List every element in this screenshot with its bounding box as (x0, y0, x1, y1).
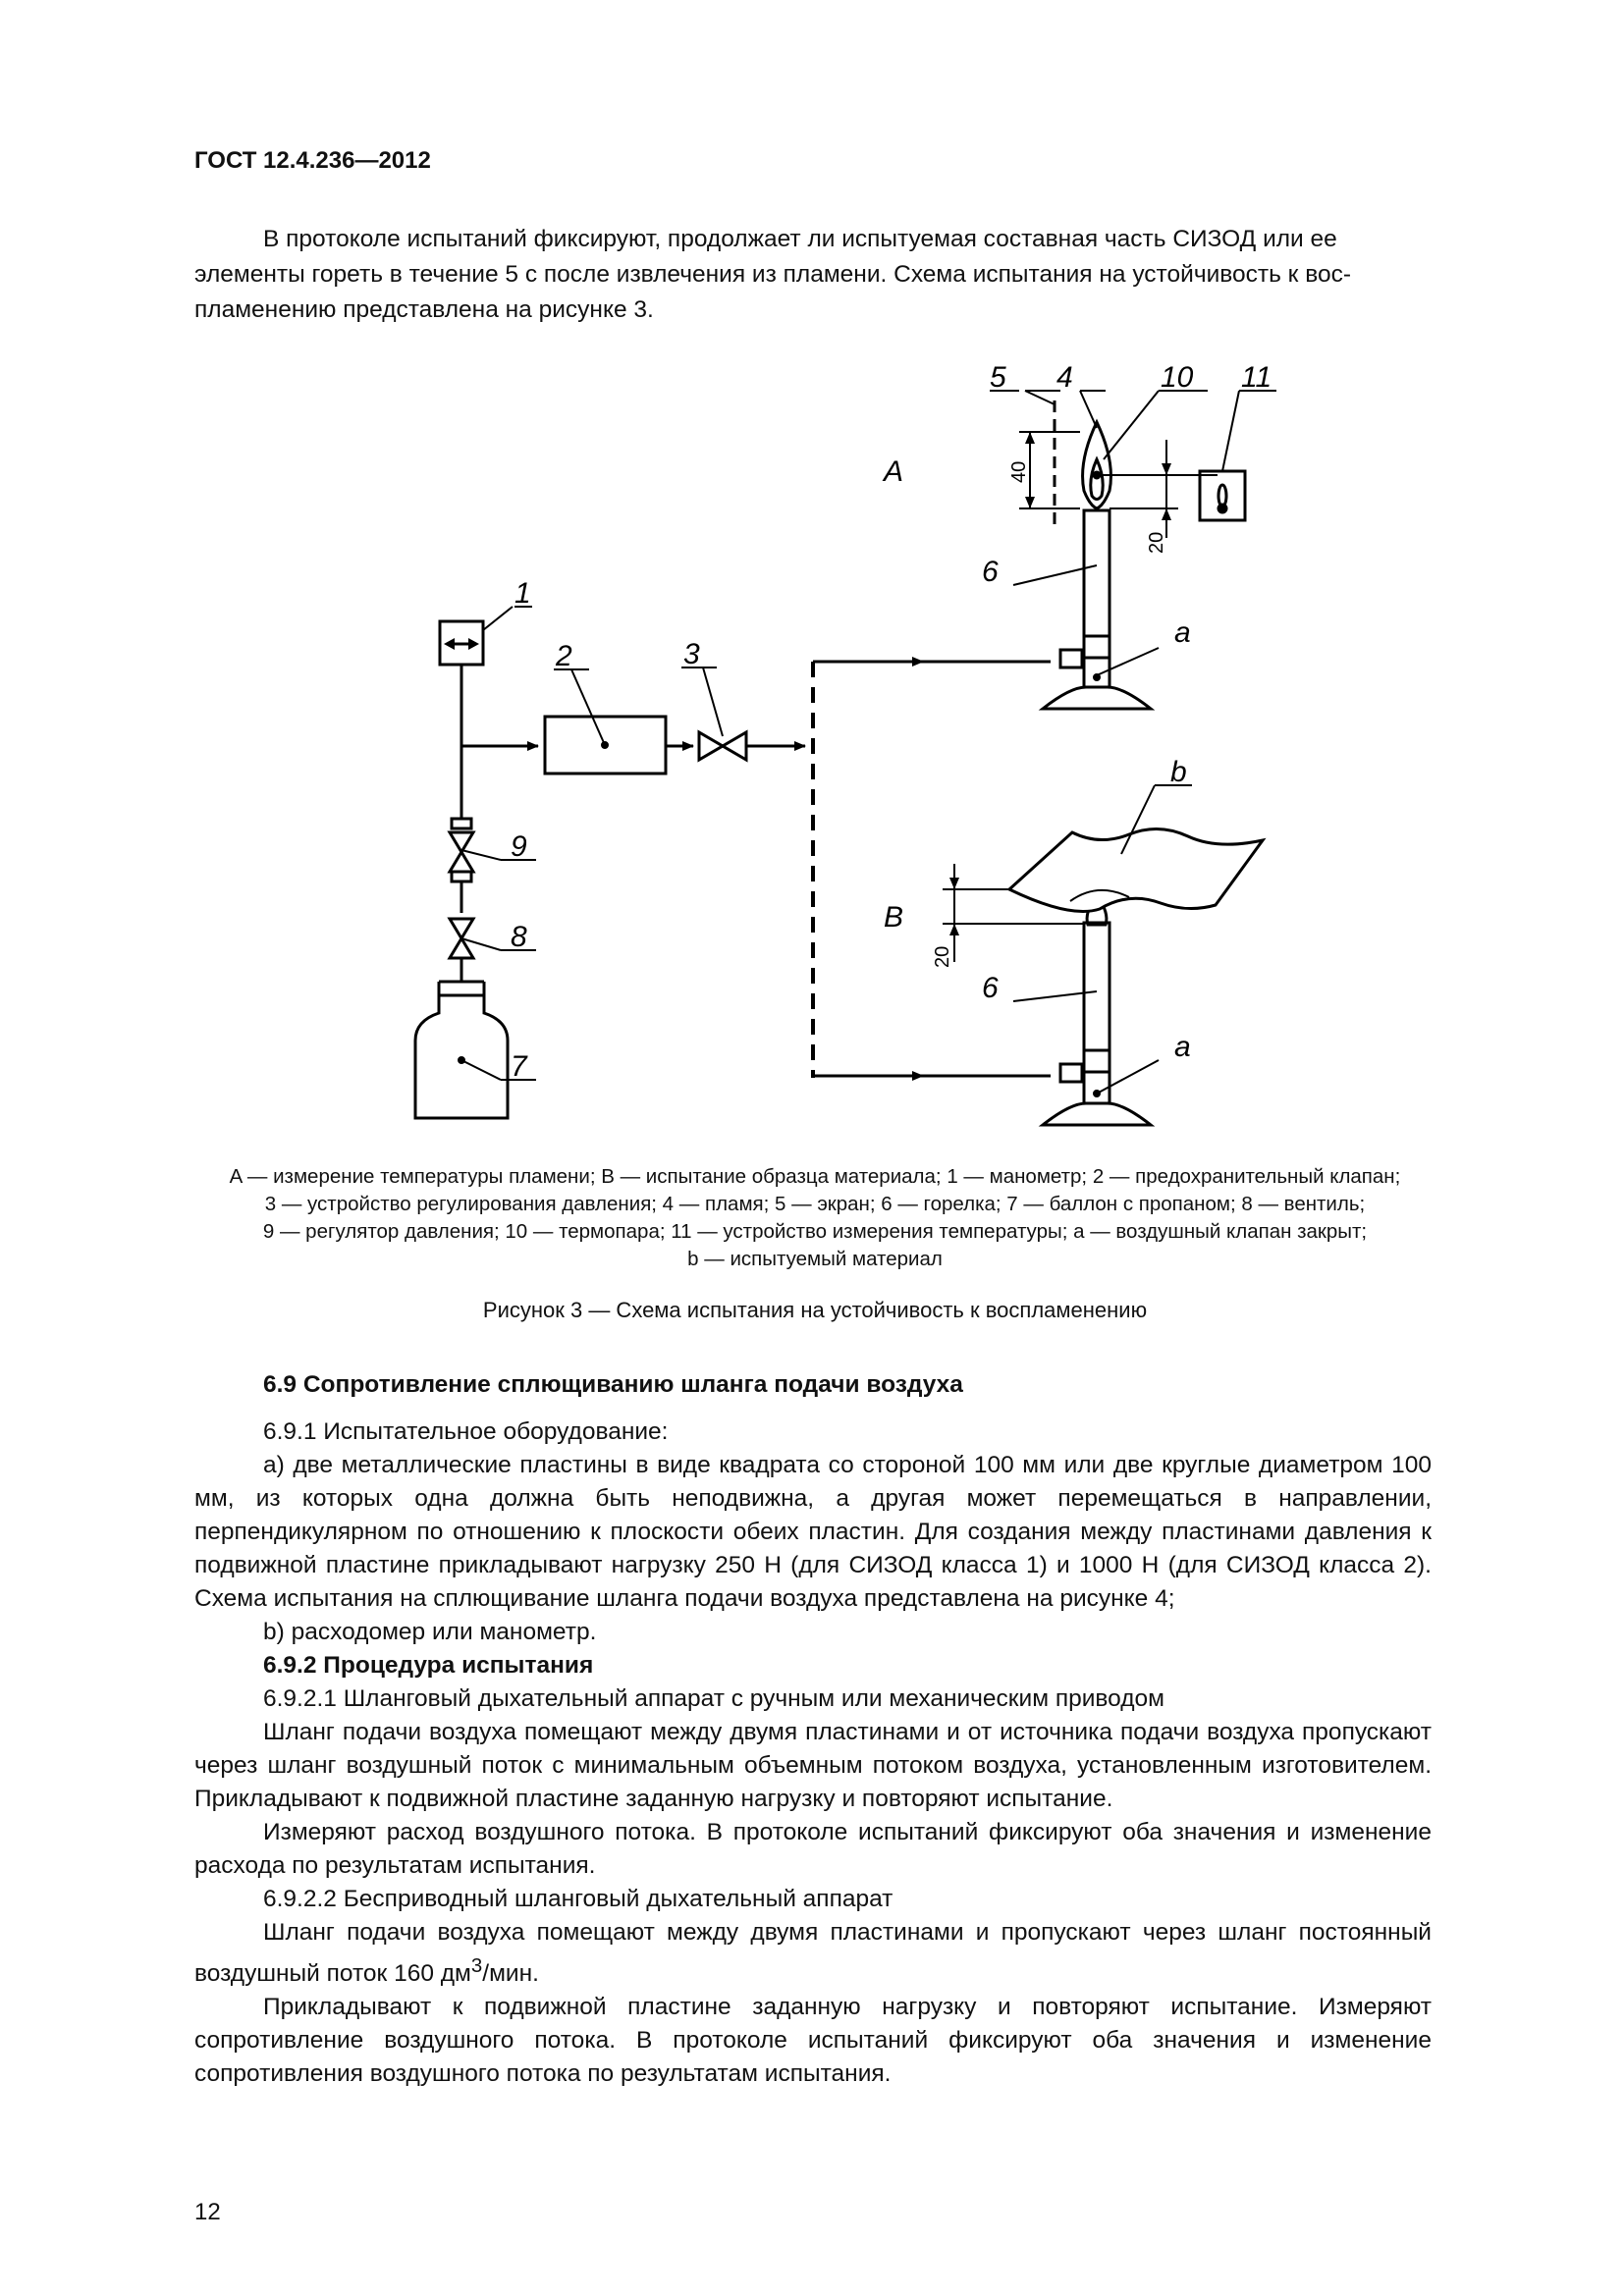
page-number: 12 (194, 2199, 221, 2225)
paragraph-b: b) расходомер или манометр. (263, 1619, 597, 1645)
dimension-20-upper: 20 (1146, 531, 1167, 554)
label-B: B (884, 901, 904, 934)
paragraph-flow-measure: Измеряют расход воздушного потока. В протоколе испытаний фиксируют оба значения и изменение расхода по результатам испытания. (194, 1819, 1432, 1879)
label-A: A (884, 455, 904, 488)
paragraph-hose-test-1: Шланг подачи воздуха помещают между двумя пластинами и от источника подачи воздуха пропускают через шланг воздушный поток с минимальным объемным потоком воздуха, установленным изготовителем. Прикладывают к подвижной пластине заданную нагрузку и повторяют испытание. (194, 1719, 1432, 1812)
callout-8: 8 (511, 921, 527, 953)
intro-paragraph (194, 222, 1432, 328)
burner-upper (1043, 510, 1151, 709)
callout-2: 2 (556, 640, 572, 672)
callout-1: 1 (514, 577, 531, 610)
figure-caption: Рисунок 3 — Схема испытания на устойчивость к воспламенению (482, 1298, 1148, 1322)
document-header: ГОСТ 12.4.236—2012 (194, 147, 431, 174)
callout-10: 10 (1161, 361, 1194, 394)
callout-9: 9 (511, 830, 527, 863)
label-a-lower: a (1174, 1031, 1191, 1063)
paragraph-resistance: Прикладывают к подвижной пластине заданную нагрузку и повторяют испытание. Измеряют сопротивление воздушного потока. В протоколе испытаний фиксируют оба значения и изменение сопротивления воздушного потока по результатам испытания. (194, 1994, 1432, 2088)
callout-7: 7 (511, 1050, 527, 1083)
figure-3-diagram (0, 348, 1624, 1163)
flame (1083, 422, 1111, 508)
legend-line-2: 3 — устройство регулирования давления; 4 — пламя; 5 — экран; 6 — горелка; 7 — баллон с пропаном; 8 — вентиль; (264, 1193, 1366, 1215)
pressure-regulating-device (699, 732, 746, 760)
dimension-40: 40 (1008, 460, 1030, 483)
subheading-6-9-2: 6.9.2 Процедура испытания (263, 1652, 594, 1679)
intro-line-3: пламенению представлена на рисунке 3. (194, 296, 654, 323)
callout-6-upper: 6 (982, 556, 999, 588)
callout-4: 4 (1056, 361, 1073, 394)
paragraph-hose-test-2-unit: /мин. (482, 1960, 539, 1988)
callout-5: 5 (990, 361, 1006, 394)
section-6-9 (194, 1368, 1432, 2091)
dimension-20-lower: 20 (932, 945, 953, 968)
legend-line-1: A — измерение температуры пламени; B — испытание образца материала; 1 — манометр; 2 — предохранительный клапан; (229, 1165, 1401, 1188)
paragraph-hose-test-2 (194, 1916, 1432, 1991)
section-heading: 6.9 Сопротивление сплющиванию шланга подачи воздуха (263, 1371, 963, 1398)
callout-3: 3 (683, 638, 700, 670)
paragraph-hose-test-2-text: Шланг подачи воздуха помещают между двумя пластинами и пропускают через шланг постоянный воздушный поток 160 дм (194, 1919, 1432, 1988)
paragraph-6-9-2-1: 6.9.2.1 Шланговый дыхательный аппарат с ручным или механическим приводом (263, 1685, 1165, 1712)
legend-line-4: b — испытуемый материал (687, 1248, 943, 1270)
legend-line-3: 9 — регулятор давления; 10 — термопара; 11 — устройство измерения температуры; а — воздушный клапан закрыт; (262, 1220, 1368, 1243)
superscript-3: 3 (470, 1955, 483, 1977)
pressure-regulator (452, 819, 471, 828)
label-a-upper: a (1174, 616, 1191, 649)
paragraph-6-9-2-2: 6.9.2.2 Бесприводный шланговый дыхательный аппарат (263, 1886, 893, 1912)
label-b: b (1170, 756, 1187, 788)
paragraph-6-9-1: 6.9.1 Испытательное оборудование: (263, 1418, 669, 1445)
intro-line-1: В протоколе испытаний фиксируют, продолжает ли испытуемая составная часть СИЗОД или ее (263, 226, 1337, 252)
paragraph-a: а) две металлические пластины в виде квадрата со стороной 100 мм или две круглые диаметром 100 мм, из которых одна должна быть неподвижна, а другая может перемещаться в направлении, перпендикулярном по отношению к плоскости обеих пластин. Для создания между пластинами давления к подвижной пластине прикладывают нагрузку 250 Н (для СИЗОД класса 1) и 1000 Н (для СИЗОД класса 2). Схема испытания на сплющивание шланга подачи воздуха представлена на рисунке 4; (194, 1452, 1432, 1612)
intro-line-2: элементы гореть в течение 5 с после извлечения из пламени. Схема испытания на устойчивость к вос- (194, 261, 1351, 288)
figure-legend (147, 1163, 1483, 1273)
burner-lower (1043, 923, 1151, 1125)
callout-11: 11 (1241, 361, 1272, 394)
callout-6-lower: 6 (982, 972, 999, 1004)
test-material (1009, 828, 1263, 911)
